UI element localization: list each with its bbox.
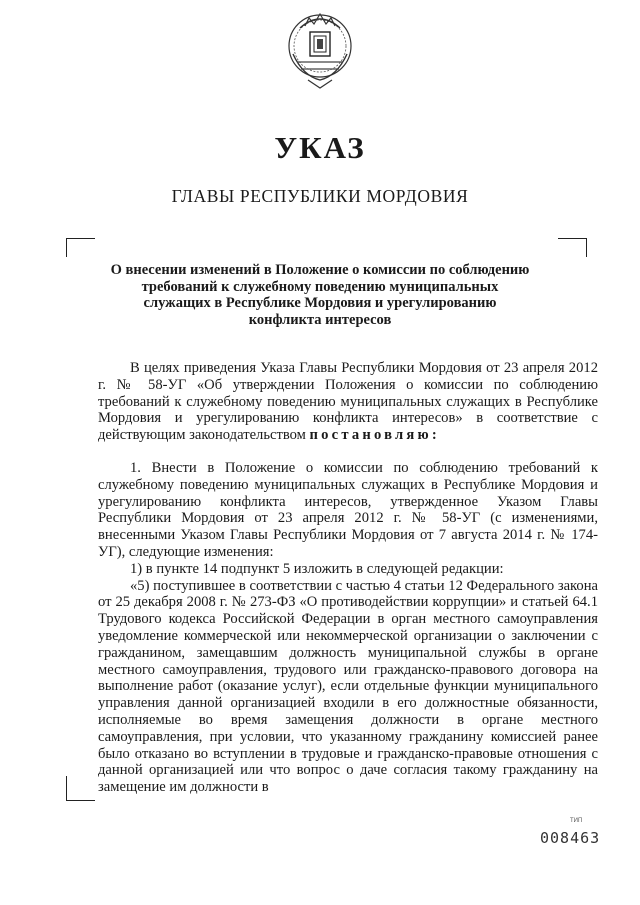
item-1-paragraph: 1. Внести в Положение о комиссии по соблюдению требований к служебному поведению муниципальных служащих в Республике Мордовия и урегулированию конфликта интересов, утвержденное Указом Главы Республики Мордовия от 23 апреля 2012 г. № 58-УГ (с изменениями, внесенными Указом Главы Республики Мордовия от 7 августа 2014 г. № 174-УГ), следующие изменения: [98, 459, 598, 560]
document-heading [110, 262, 530, 328]
corner-mark-top-right [558, 238, 587, 257]
document-title: УКАЗ [274, 130, 366, 165]
stamp-number: 008463 [540, 829, 601, 847]
decree-word: постановляю: [309, 427, 440, 444]
coat-of-arms-emblem [283, 6, 357, 92]
heading-line: служащих в Республике Мордовия и урегулированию [143, 295, 497, 311]
heading-line: О внесении изменений в Положение о комиссии по соблюдению [110, 262, 530, 278]
preamble-text: В целях приведения Указа Главы Республики Мордовия от 23 апреля 2012 г. № 58-УГ «Об утверждении Положения о комиссии по соблюдению требований к служебному поведению муниципальных служащих в Республике Мордовия и урегулированию конфликта интересов» в соответствие с действующим законодательством [98, 360, 598, 444]
corner-mark-bottom-left [66, 776, 95, 801]
heading-line: требований к служебному поведению муниципальных [141, 278, 499, 295]
heading-line: конфликта интересов [248, 311, 392, 328]
document-subtitle: ГЛАВЫ РЕСПУБЛИКИ МОРДОВИЯ [171, 186, 469, 206]
item-1-subitem: 1) в пункте 14 подпункт 5 изложить в следующей редакции: [130, 560, 504, 577]
stamp-label: ТИП [570, 818, 583, 824]
preamble-paragraph [98, 360, 598, 444]
quoted-amendment: «5) поступившее в соответствии с частью 4 статьи 12 Федерального закона от 25 декабря 2008 г. № 273-ФЗ «О противодействии коррупции» и статьей 64.1 Трудового кодекса Российской Федерации в орган местного самоуправления уведомление коммерческой или некоммерческой организации о заключении с гражданином, замещавшим должность муниципальной службы в органе местного самоуправления, трудового или гражданско-правового договора на выполнение работ (оказание услуг), если отдельные функции муниципального управления данной организацией входили в его должностные обязанности, исполняемые во время замещения должности в органе местного самоуправления, при условии, что указанному гражданину комиссией ранее было отказано во вступлении в трудовые и гражданско-правовые отношения с данной организацией или что вопрос о даче согласия такому гражданину на замещение им должности в [98, 577, 598, 796]
document-body [98, 360, 598, 796]
corner-mark-top-left [66, 238, 95, 257]
